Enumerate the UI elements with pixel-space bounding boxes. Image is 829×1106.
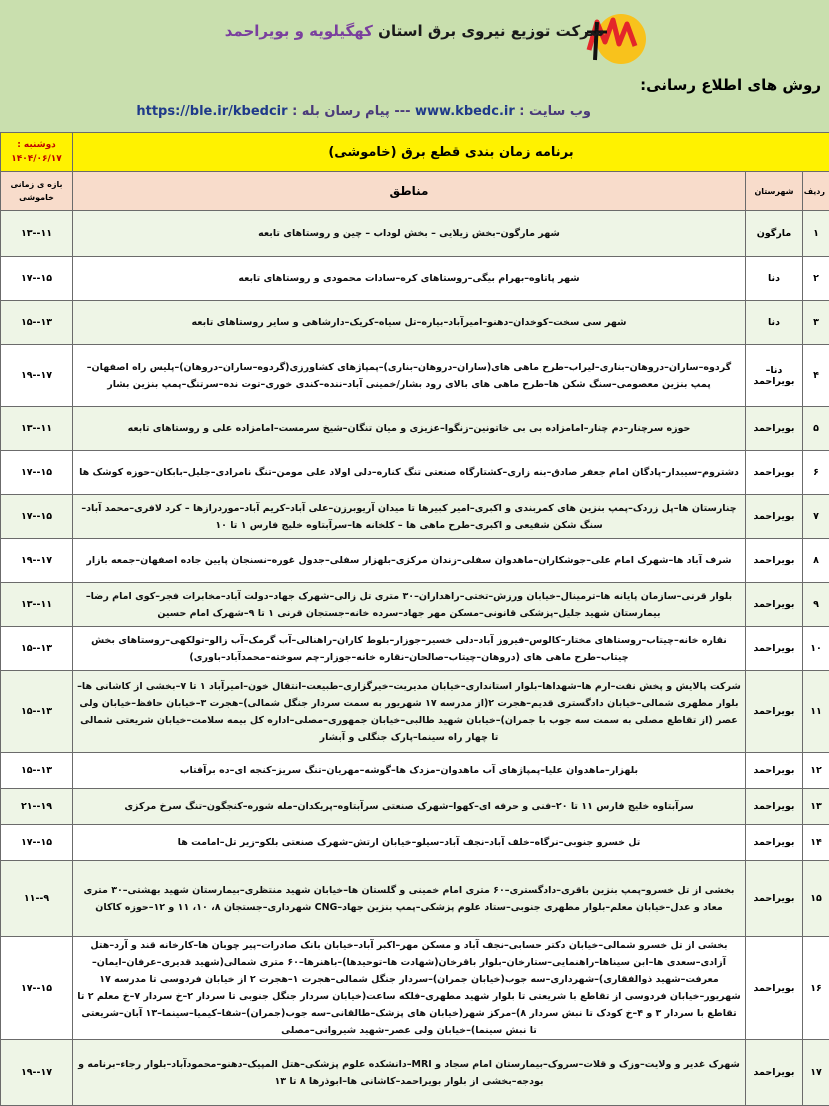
company-name (0, 22, 829, 40)
row-number: ۵ (803, 407, 829, 451)
row-areas: بلوار قرنی–سازمان پایانه ها–ترمینال–خیابان ورزش–تختی–راهداران–۳۰ متری تل زالی–شهرک جهاد–دولت آباد–مخابرات فجر–کوی امام رضا–بیمارستان شهید جلیل–پزشکی قانونی–مسکن مهر جهاد–سرده خانه–جستجان قرنی ۱ تا ۹–شهرک امام حسین (73, 583, 746, 627)
column-header-row (1, 172, 829, 211)
row-city: دنا–بویراحمد (746, 345, 803, 407)
row-areas: چنارستان ها–پل زردک–پمپ بنزین های کمربندی و اکبری–امیر کبیرها تا میدان آریوبرزن–علی آباد–کریم آباد–موردرازها – کرد لافری–محمد آباد–سنگ شکن شفیعی و اکبری–طرح ماهی ها – کلخانه ها–سرآبتاوه خلیج فارس ۱ تا ۱۰ (73, 495, 746, 539)
table-row (1, 671, 829, 753)
row-time-range: ۹--۱۱ (1, 861, 73, 937)
header-banner (0, 0, 829, 132)
row-number: ۸ (803, 539, 829, 583)
row-city: بویراحمد (746, 671, 803, 753)
table-title-row (1, 133, 829, 172)
row-time-range: ۱۵--۱۷ (1, 495, 73, 539)
row-areas: بخشی از تل خسرو شمالی–خیابان دکتر حسابی–نجف آباد و مسکن مهر–اکبر آباد–خیابان بانک صادرات–پیر چوبان ها–کارخانه قند و آرد–هتل آزادی–سعدی ها–ابن سیناها–راهنمایی–ستارخان–بلوار باقرخان(شهادت ها–توحیدها)–باهنرها–۶۰ متری شمالی(شهید قدیری–عرفان–ایمان–معرفت–شهید ذوالفقاری)–شهرداری–سه جوب(خیابان جمران)–سردار جنگل شمالی–هجرت ۱–هجرت ۲ از خیابان فردوسی تا مدرسه ۱۷ شهریور–خیابان فردوسی از تقاطع با شریعتی تا بلوار شهید مطهری–فلکه ساعت(خیابان سردار جنگل جنوبی تا سردار ۲–خ سردار ۷–خ معلم ۲ تا تقاطع با سردار ۳ و ۴–خ کودک تا نبش سردار ۸)–مرکز شهر(خیابان های پزشک–طالقانی–سه جوب(جمران)–شفا–کیمیا–سینما–۱۳ آبان–شریعتی تا نبش سینما)–خیابان ولی عصر–شهید شیروانی–مصلی (73, 937, 746, 1040)
row-city: بویراحمد (746, 539, 803, 583)
schedule-title: برنامه زمان بندی قطع برق (خاموشی) (73, 133, 829, 172)
row-city: بویراحمد (746, 407, 803, 451)
row-areas: شهر سی سخت–کوخدان–دهنو–امیرآباد–بیاره–تل سیاه–کریک–دارشاهی و سایر روستاهای تابعه (73, 301, 746, 345)
row-areas: شهرک غدیر و ولایت–وزک و قلات–سروک–بیمارستان امام سجاد و MRI–دانشکده علوم پزشکی–هتل المپیک–دهنو–محمودآباد–بلوار رجاء–برنامه و بودجه–بخشی از بلوار بویراحمد–کاشانی ها–ابوذرها ۸ تا ۱۳ (73, 1040, 746, 1106)
row-city: بویراحمد (746, 1040, 803, 1106)
table-row (1, 301, 829, 345)
website-link[interactable]: www.kbedc.ir (415, 104, 515, 119)
schedule-date-cell (1, 133, 73, 172)
col-header-areas: مناطق (73, 172, 746, 211)
table-row (1, 257, 829, 301)
col-header-row-number: ردیف (803, 172, 829, 211)
row-time-range: ۱۵--۱۷ (1, 937, 73, 1040)
row-city: بویراحمد (746, 861, 803, 937)
row-areas: حوزه سرچنار–دم چنار–امامزاده بی بی خاتونین–زنگوا–عزیزی و میان تنگان–شیخ سرمست–امامزاده علی و روستاهای تابعه (73, 407, 746, 451)
schedule-day: دوشنبه : (5, 138, 68, 152)
messenger-link[interactable]: https://ble.ir/kbedcir (136, 104, 287, 119)
row-number: ۱۳ (803, 789, 829, 825)
row-time-range: ۱۳--۱۵ (1, 301, 73, 345)
row-number: ۷ (803, 495, 829, 539)
table-row (1, 789, 829, 825)
row-time-range: ۱۳--۱۵ (1, 627, 73, 671)
row-number: ۱ (803, 211, 829, 257)
row-areas: نقاره خانه–چیتاب–روستاهای مختار–کالوس–فیروز آباد–دلی خسیر–جوزار–بلوط کاران–راهنالی–آب گرمک–آب زالو–تولکهی–روستاهای بخش چیتاب–طرح ماهی های (دروهان–چیتاب–صالحان–نقاره خانه–جوزار–چم سوخته–محمدآباد–باوری) (73, 627, 746, 671)
messenger-label: پیام رسان بله : (292, 104, 390, 119)
row-areas: شهر مارگون–بخش زیلایی – بخش لوداب – چین و روستاهای تابعه (73, 211, 746, 257)
table-row (1, 345, 829, 407)
row-time-range: ۱۳--۱۵ (1, 753, 73, 789)
table-row (1, 583, 829, 627)
schedule-date: ۱۴۰۴/۰۶/۱۷ (5, 152, 68, 166)
row-number: ۶ (803, 451, 829, 495)
row-areas: دشتروم–سیبدار–پادگان امام جعفر صادق–بنه زاری–کشتارگاه صنعتی تنگ کناره–دلی اولاد علی مومن–تنگ نامرادی–جلیل–بابکان–حوزه کوشک ها (73, 451, 746, 495)
row-areas: بلهزار–ماهدوان علیا–پمپاژهای آب ماهدوان–مزدک ها–گوشه–مهریان–تنگ سریز–کنجه ای–ده برآفتاب (73, 753, 746, 789)
row-time-range: ۱۷--۱۹ (1, 539, 73, 583)
table-row (1, 407, 829, 451)
table-row (1, 825, 829, 861)
table-row (1, 451, 829, 495)
row-number: ۱۰ (803, 627, 829, 671)
row-areas: گردوه–ساران–دروهان–بناری–لیراب–طرح ماهی های(ساران–دروهان–بناری)–پمپاژهای کشاورزی(گردوه–ساران–دروهان)–پلیس راه اصفهان–پمپ بنزین معصومی–سنگ شکن ها–طرح ماهی های بالای رود بشار/خمینی آباد–ننده–کندی خوری–توت نده–سرتنگ–پمپ بنزین بشار (73, 345, 746, 407)
row-city: دنا (746, 257, 803, 301)
company-province: کهگیلویه و بویراحمد (225, 22, 373, 40)
row-number: ۱۱ (803, 671, 829, 753)
table-row (1, 211, 829, 257)
row-number: ۱۵ (803, 861, 829, 937)
table-row (1, 861, 829, 937)
row-number: ۴ (803, 345, 829, 407)
row-time-range: ۱۱--۱۳ (1, 583, 73, 627)
row-city: بویراحمد (746, 753, 803, 789)
row-areas: سرآبتاوه خلیج فارس ۱۱ تا ۲۰–فنی و حرفه ای–کهوا–شهرک صنعتی سرآبتاوه–پریکدان–مله شوره–کنجگون–تنگ سرخ مرکزی (73, 789, 746, 825)
website-label: وب سایت : (519, 104, 591, 119)
company-name-main: شرکت توزیع نیروی برق استان (378, 22, 604, 40)
row-number: ۱۷ (803, 1040, 829, 1106)
row-city: دنا (746, 301, 803, 345)
row-city: بویراحمد (746, 583, 803, 627)
col-header-city: شهرستان (746, 172, 803, 211)
table-row (1, 627, 829, 671)
table-row (1, 1040, 829, 1106)
row-time-range: ۱۷--۱۹ (1, 1040, 73, 1106)
schedule-table-body (1, 133, 829, 1106)
row-time-range: ۱۱--۱۳ (1, 211, 73, 257)
contact-links (136, 104, 591, 119)
row-areas: شرف آباد ها–شهرک امام علی–جوشکاران–ماهدوان سفلی–زندان مرکزی–بلهزار سفلی–جدول غوره–نسنجان پایین جاده اصفهان–جمعه بازار (73, 539, 746, 583)
outage-schedule-table (0, 132, 829, 1106)
row-time-range: ۱۱--۱۳ (1, 407, 73, 451)
row-city: مارگون (746, 211, 803, 257)
row-areas: شهر پاتاوه–بهرام بیگی–روستاهای کره–سادات محمودی و روستاهای تابعه (73, 257, 746, 301)
row-number: ۹ (803, 583, 829, 627)
row-time-range: ۱۳--۱۵ (1, 671, 73, 753)
row-city: بویراحمد (746, 451, 803, 495)
contact-methods-label: روش های اطلاع رسانی: (640, 76, 821, 94)
row-number: ۲ (803, 257, 829, 301)
row-city: بویراحمد (746, 627, 803, 671)
table-row (1, 539, 829, 583)
table-row (1, 753, 829, 789)
row-number: ۱۶ (803, 937, 829, 1040)
row-number: ۱۴ (803, 825, 829, 861)
links-separator: --- (394, 104, 410, 119)
row-areas: شرکت پالایش و پخش نفت–ارم ها–شهداها–بلوار استانداری–خیابان مدیریت–خیرگزاری–طبیعت–انتقال خون–امیرآباد ۱ تا ۷–بخشی از کاشانی ها–بلوار مطهری شمالی–خیابان دادگستری قدیم–هجرت ۲(از مدرسه ۱۷ شهریور به سمت سردار جنگل شمالی)–هجرت ۳–خیابان حافظ–خیابان ولی عصر (از تقاطع مصلی به سمت سه جوب با جمران)–خیابان شهید طالبی–خیابان جمهوری–مصلی–اداره کل بیمه سلامت–خیابان شریعتی شمالی تا چهار راه سینما–پارک جنگلی و آبشار (73, 671, 746, 753)
col-header-time-range: بازه ی زمانی خاموشی (1, 172, 73, 211)
row-city: بویراحمد (746, 789, 803, 825)
row-number: ۱۲ (803, 753, 829, 789)
row-city: بویراحمد (746, 937, 803, 1040)
table-row (1, 937, 829, 1040)
table-row (1, 495, 829, 539)
row-time-range: ۱۹--۲۱ (1, 789, 73, 825)
row-number: ۳ (803, 301, 829, 345)
row-time-range: ۱۷--۱۹ (1, 345, 73, 407)
row-time-range: ۱۵--۱۷ (1, 451, 73, 495)
row-areas: بخشی از تل خسرو–پمپ بنزین باقری–دادگستری–۶۰ متری امام خمینی و گلستان ها–خیابان شهید منتظری–بیمارستان شهید بهشتی–۳۰ متری معاد و عدل–خیابان معلم–بلوار مطهری جنوبی–ستاد علوم پزشکی–پمپ بنزین جهاد–CNG شهرداری–جستجان ۸، ۱۰، ۱۱ و ۱۲–حوزه کاکان (73, 861, 746, 937)
row-time-range: ۱۵--۱۷ (1, 257, 73, 301)
row-time-range: ۱۵--۱۷ (1, 825, 73, 861)
row-city: بویراحمد (746, 825, 803, 861)
row-city: بویراحمد (746, 495, 803, 539)
row-areas: تل خسرو جنوبی–نرگاه–خلف آباد–نجف آباد–سیلو–خیابان ارتش–شهرک صنعتی بلکو–زیر تل–امامت ها (73, 825, 746, 861)
